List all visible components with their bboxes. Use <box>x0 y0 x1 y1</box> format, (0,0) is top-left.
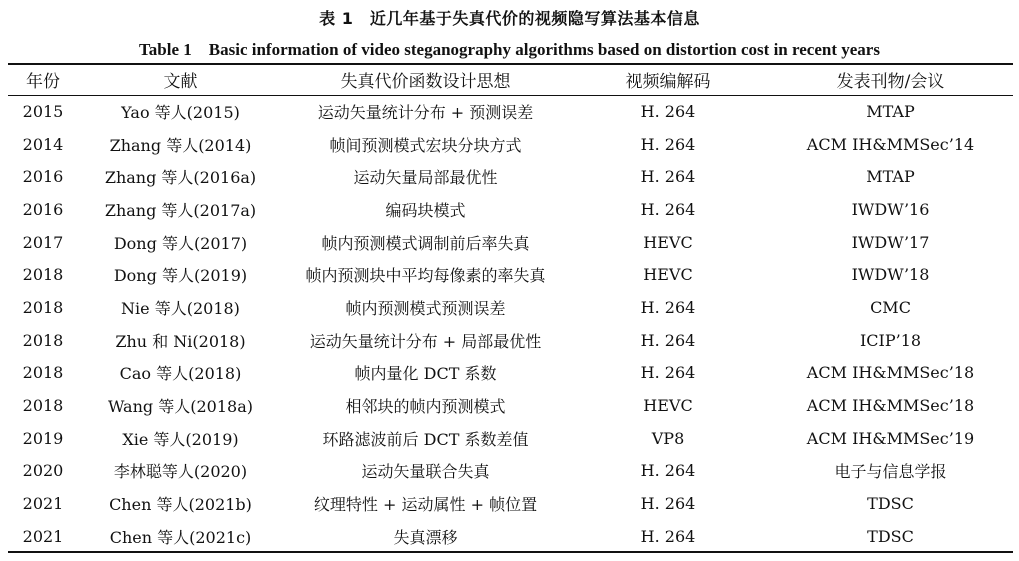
cell-year: 2018 <box>22 297 64 317</box>
table-row <box>8 291 1013 324</box>
header-year: 年份 <box>26 72 60 92</box>
cell-distortion-cost-idea: 运动矢量统计分布 + 局部最优性 <box>309 331 542 351</box>
cell-reference: Xie 等人(2019) <box>122 429 239 449</box>
cell-venue: MTAP <box>866 167 915 187</box>
cell-reference: Zhang 等人(2017a) <box>104 200 257 220</box>
cell-reference: Cao 等人(2018) <box>119 364 242 384</box>
table-header <box>8 64 1013 95</box>
header-reference: 文献 <box>163 72 198 92</box>
cell-reference: Yao 等人(2015) <box>121 102 240 122</box>
cell-year: 2014 <box>22 134 64 154</box>
cell-reference: Zhang 等人(2016a) <box>104 168 257 188</box>
cell-distortion-cost-idea: 相邻块的帧内预测模式 <box>345 397 506 417</box>
cell-venue: ICIP’18 <box>859 330 922 350</box>
cell-video-codec: H. 264 <box>640 461 696 481</box>
cell-distortion-cost-idea: 帧间预测模式宏块分块方式 <box>329 135 522 155</box>
cell-year: 2016 <box>22 199 64 219</box>
cell-reference: Wang 等人(2018a) <box>108 397 253 417</box>
cell-distortion-cost-idea: 运动矢量联合失真 <box>361 462 490 482</box>
header-video-codec: 视频编解码 <box>625 72 711 92</box>
cell-reference: Chen 等人(2021b) <box>109 495 252 515</box>
cell-video-codec: H. 264 <box>640 101 696 121</box>
cell-reference: 李林聪等人(2020) <box>113 462 248 482</box>
table-row <box>8 193 1013 226</box>
cell-venue: IWDW’17 <box>851 232 930 252</box>
table-row <box>8 487 1013 520</box>
cell-year: 2020 <box>22 461 64 481</box>
cell-video-codec: H. 264 <box>640 134 696 154</box>
table-row <box>8 226 1013 259</box>
cell-venue: IWDW’18 <box>851 265 930 285</box>
table-row <box>8 160 1013 193</box>
table-row <box>8 95 1013 128</box>
cell-reference: Dong 等人(2017) <box>113 233 248 253</box>
cell-venue: ACM IH&MMSec’14 <box>806 134 975 154</box>
cell-venue: MTAP <box>866 101 915 121</box>
cell-video-codec: HEVC <box>643 265 693 285</box>
cell-distortion-cost-idea: 帧内预测块中平均每像素的率失真 <box>305 266 546 286</box>
cell-video-codec: H. 264 <box>640 199 696 219</box>
cell-distortion-cost-idea: 纹理特性 + 运动属性 + 帧位置 <box>313 495 538 515</box>
cell-year: 2018 <box>22 363 64 383</box>
cell-distortion-cost-idea: 帧内预测模式调制前后率失真 <box>321 233 530 253</box>
cell-year: 2016 <box>22 167 64 187</box>
table-caption-chinese: 表 1 近几年基于失真代价的视频隐写算法基本信息 <box>319 9 700 28</box>
cell-reference: Zhang 等人(2014) <box>109 135 252 155</box>
table-row <box>8 422 1013 455</box>
cell-distortion-cost-idea: 帧内预测模式预测误差 <box>345 298 506 318</box>
cell-venue: ACM IH&MMSec’18 <box>806 396 975 416</box>
cell-venue: ACM IH&MMSec’19 <box>806 428 975 448</box>
header-row <box>8 64 1013 95</box>
cell-year: 2018 <box>22 330 64 350</box>
cell-reference: Dong 等人(2019) <box>113 266 248 286</box>
cell-year: 2021 <box>22 494 64 514</box>
cell-year: 2015 <box>22 101 64 121</box>
table-caption-english: Table 1 Basic information of video steganography algorithms based on distortion cost in recent years <box>139 40 880 59</box>
cell-distortion-cost-idea: 帧内量化 DCT 系数 <box>354 364 497 384</box>
cell-year: 2018 <box>22 396 64 416</box>
cell-year: 2019 <box>22 428 64 448</box>
cell-video-codec: H. 264 <box>640 526 696 546</box>
cell-venue: IWDW’16 <box>851 199 930 219</box>
cell-distortion-cost-idea: 失真漂移 <box>393 527 458 547</box>
table-row <box>8 128 1013 161</box>
algorithm-info-table <box>8 64 1013 553</box>
header-distortion-cost-idea: 失真代价函数设计思想 <box>340 72 511 92</box>
cell-venue: TDSC <box>867 494 914 514</box>
header-venue: 发表刊物/会议 <box>836 72 945 92</box>
cell-year: 2017 <box>22 232 64 252</box>
cell-video-codec: H. 264 <box>640 167 696 187</box>
cell-video-codec: VP8 <box>651 428 685 448</box>
cell-distortion-cost-idea: 环路滤波前后 DCT 系数差值 <box>322 429 529 449</box>
cell-video-codec: H. 264 <box>640 494 696 514</box>
cell-video-codec: HEVC <box>643 396 693 416</box>
table-row <box>8 389 1013 422</box>
cell-reference: Chen 等人(2021c) <box>109 527 252 547</box>
cell-reference: Zhu 和 Ni(2018) <box>115 331 246 351</box>
cell-distortion-cost-idea: 运动矢量统计分布 + 预测误差 <box>317 102 534 122</box>
cell-year: 2018 <box>22 265 64 285</box>
cell-year: 2021 <box>22 526 64 546</box>
table-row <box>8 455 1013 488</box>
table-row <box>8 324 1013 357</box>
cell-distortion-cost-idea: 编码块模式 <box>385 200 466 220</box>
cell-video-codec: H. 264 <box>640 330 696 350</box>
table-body <box>8 95 1013 553</box>
cell-video-codec: H. 264 <box>640 363 696 383</box>
cell-distortion-cost-idea: 运动矢量局部最优性 <box>353 168 498 188</box>
cell-venue: TDSC <box>867 526 914 546</box>
table-row <box>8 357 1013 390</box>
table-row <box>8 258 1013 291</box>
cell-venue: CMC <box>870 297 911 317</box>
cell-video-codec: H. 264 <box>640 297 696 317</box>
cell-venue: 电子与信息学报 <box>834 462 947 482</box>
table-row <box>8 520 1013 553</box>
cell-reference: Nie 等人(2018) <box>121 298 240 318</box>
cell-video-codec: HEVC <box>643 232 693 252</box>
cell-venue: ACM IH&MMSec’18 <box>806 363 975 383</box>
